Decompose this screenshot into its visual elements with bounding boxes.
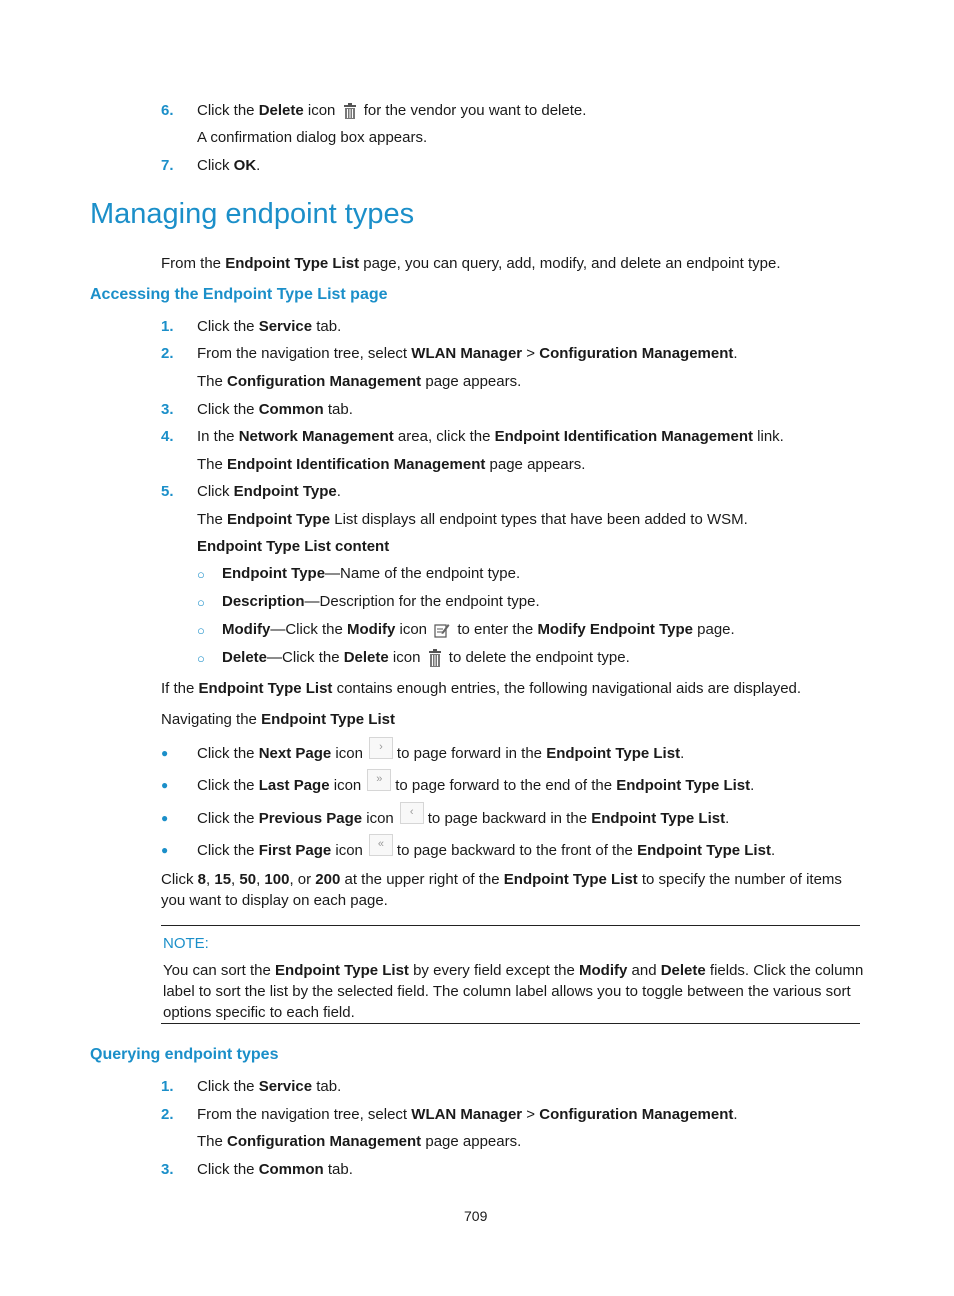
text: by every field except the xyxy=(408,962,580,979)
bold-text: Endpoint Type xyxy=(233,483,337,500)
text: to page forward in the xyxy=(396,744,547,762)
text: to specify the number of items xyxy=(637,871,842,888)
text: Navigating the xyxy=(161,711,262,728)
text: . xyxy=(256,157,261,174)
bold-text: 15 xyxy=(214,871,232,888)
note-line: label to sort the list by the selected field. The column label allows you to toggle between the various sort xyxy=(163,983,851,1000)
circle-bullet-icon: ○ xyxy=(197,567,205,582)
page-number: 709 xyxy=(464,1208,488,1224)
text: to page forward to the end of the xyxy=(395,776,617,794)
bold-text: Modify xyxy=(579,962,628,979)
text: icon xyxy=(303,102,336,119)
text: , xyxy=(256,871,265,888)
bold-text: Endpoint Type List xyxy=(261,711,395,728)
text: The xyxy=(197,511,228,528)
text: > xyxy=(522,1106,540,1123)
circle-bullet-icon: ○ xyxy=(197,623,205,638)
step-text xyxy=(197,1078,341,1095)
text: page appears. xyxy=(485,456,586,473)
text: . xyxy=(725,809,730,827)
text: Click xyxy=(161,871,198,888)
step-number: 1. xyxy=(161,1078,174,1095)
nav-intro xyxy=(161,680,801,697)
bold-text: Endpoint Identification Management xyxy=(494,428,753,445)
note-line: options specific to each field. xyxy=(163,1004,355,1021)
section-heading: Accessing the Endpoint Type List page xyxy=(90,286,388,303)
step-text xyxy=(197,483,341,500)
text: page. xyxy=(692,621,735,638)
bold-text: WLAN Manager xyxy=(411,1106,523,1123)
text: . xyxy=(336,483,341,500)
next-page-icon: › xyxy=(369,737,393,759)
text: and xyxy=(627,962,661,979)
bold-text: Endpoint Type List xyxy=(225,255,360,272)
step-text xyxy=(197,401,353,418)
bold-text: Endpoint Type List xyxy=(616,776,751,794)
text: icon xyxy=(362,809,394,827)
text: fields. Click the column xyxy=(705,962,864,979)
text: Click the xyxy=(197,841,259,859)
text: —Click the xyxy=(270,621,348,638)
text: List displays all endpoint types that have been added to WSM. xyxy=(330,511,748,528)
text: If the xyxy=(161,680,199,697)
circle-bullet-icon: ○ xyxy=(197,595,205,610)
bold-text: First Page xyxy=(258,841,332,859)
list-item xyxy=(222,593,540,610)
text: Click the xyxy=(197,401,259,418)
paragraph-line: you want to display on each page. xyxy=(161,892,388,909)
text: From the navigation tree, select xyxy=(197,345,412,362)
bold-text: 8 xyxy=(197,871,207,888)
text: at the upper right of the xyxy=(340,871,504,888)
step-result xyxy=(197,511,748,528)
text: . xyxy=(680,744,685,762)
bold-text: Next Page xyxy=(258,744,332,762)
step-text xyxy=(197,318,341,335)
step-number: 4. xyxy=(161,428,174,445)
text: tab. xyxy=(323,401,353,418)
text: page, you can query, add, modify, and delete an endpoint type. xyxy=(359,255,781,272)
bold-text: Endpoint Type List xyxy=(275,962,409,979)
step-result xyxy=(197,1133,521,1150)
note-label: NOTE: xyxy=(163,935,209,952)
bold-text: Common xyxy=(258,401,324,418)
text: —Name of the endpoint type. xyxy=(325,565,521,582)
bold-text: Endpoint Type xyxy=(227,511,331,528)
text: , xyxy=(206,871,215,888)
step-number: 1. xyxy=(161,318,174,335)
edit-icon xyxy=(434,622,450,638)
text: The xyxy=(197,373,228,390)
text: area, click the xyxy=(393,428,495,445)
step-number: 6. xyxy=(161,102,174,119)
text: tab. xyxy=(312,1078,342,1095)
step-number: 7. xyxy=(161,157,174,174)
text: —Description for the endpoint type. xyxy=(304,593,540,610)
bold-text: Modify Endpoint Type xyxy=(537,621,693,638)
text: Click the xyxy=(197,1161,259,1178)
bold-text: Delete xyxy=(258,102,304,119)
bold-text: Endpoint Type List xyxy=(198,680,333,697)
step-text xyxy=(197,1106,738,1123)
step-text xyxy=(197,345,738,362)
text: The xyxy=(197,456,228,473)
first-page-icon: « xyxy=(369,834,393,856)
text: icon xyxy=(331,744,363,762)
text: From the xyxy=(161,255,226,272)
divider xyxy=(161,925,860,926)
bold-text: Configuration Management xyxy=(227,1133,422,1150)
step-result: A confirmation dialog box appears. xyxy=(197,129,428,146)
list-item xyxy=(197,808,729,830)
bold-text: Delete xyxy=(343,649,389,666)
bold-text: Endpoint Type xyxy=(222,565,326,582)
bold-text: Service xyxy=(258,318,313,335)
divider xyxy=(161,1023,860,1024)
bold-text: Network Management xyxy=(238,428,394,445)
step-number: 5. xyxy=(161,483,174,500)
bold-text: Endpoint Type List xyxy=(546,744,681,762)
previous-page-icon: ‹ xyxy=(400,802,424,824)
list-item xyxy=(197,775,754,797)
text: for the vendor you want to delete. xyxy=(359,102,587,119)
text: Click the xyxy=(197,318,259,335)
bold-text: Configuration Management xyxy=(227,373,422,390)
bold-text: 50 xyxy=(239,871,257,888)
list-item xyxy=(222,649,630,667)
text: —Click the xyxy=(267,649,344,666)
text: From the navigation tree, select xyxy=(197,1106,412,1123)
bold-text: OK xyxy=(233,157,257,174)
text: Click xyxy=(197,157,234,174)
bold-text: WLAN Manager xyxy=(411,345,523,362)
note-line xyxy=(163,962,863,979)
bold-text: Service xyxy=(258,1078,313,1095)
text: Click the xyxy=(197,809,259,827)
step-number: 2. xyxy=(161,345,174,362)
step-number: 3. xyxy=(161,401,174,418)
last-page-icon: » xyxy=(367,769,391,791)
text: You can sort the xyxy=(163,962,276,979)
bold-text: Previous Page xyxy=(258,809,363,827)
step-text xyxy=(197,157,260,174)
bold-text: Delete xyxy=(222,649,268,666)
text: > xyxy=(522,345,540,362)
step-text xyxy=(197,1161,353,1178)
bold-text: Delete xyxy=(660,962,706,979)
bullet-icon: ● xyxy=(161,843,169,857)
text: , or xyxy=(289,871,316,888)
text: . xyxy=(750,776,755,794)
bullet-icon: ● xyxy=(161,811,169,825)
bold-text: Configuration Management xyxy=(539,1106,734,1123)
bold-text: Configuration Management xyxy=(539,345,734,362)
bold-text: 100 xyxy=(264,871,290,888)
text: The xyxy=(197,1133,228,1150)
step-text xyxy=(197,428,784,445)
list-item xyxy=(222,621,735,638)
text: Click the xyxy=(197,744,259,762)
bold-text: Last Page xyxy=(258,776,330,794)
list-item xyxy=(197,743,684,765)
text: Click the xyxy=(197,1078,259,1095)
step-number: 3. xyxy=(161,1161,174,1178)
bold-text: Modify xyxy=(222,621,271,638)
trash-icon xyxy=(428,649,442,667)
text: icon xyxy=(331,841,363,859)
text: . xyxy=(733,1106,738,1123)
step-number: 2. xyxy=(161,1106,174,1123)
text: icon xyxy=(388,649,421,666)
bullet-icon: ● xyxy=(161,746,169,760)
text: icon xyxy=(329,776,362,794)
text: to enter the xyxy=(453,621,538,638)
bold-text: Endpoint Type List xyxy=(503,871,638,888)
step-result xyxy=(197,373,521,390)
trash-icon xyxy=(343,103,357,119)
content-title: Endpoint Type List content xyxy=(197,538,390,555)
text: to delete the endpoint type. xyxy=(444,649,630,666)
intro-paragraph xyxy=(161,255,780,272)
text: tab. xyxy=(312,318,342,335)
step-result xyxy=(197,456,585,473)
text: link. xyxy=(752,428,784,445)
bold-text: Endpoint Type List xyxy=(637,841,771,859)
text: page appears. xyxy=(421,373,522,390)
bold-text: Description xyxy=(222,593,305,610)
text: tab. xyxy=(323,1161,353,1178)
step-text xyxy=(197,102,586,119)
paragraph-line xyxy=(161,871,842,888)
text: to page backward to the front of the xyxy=(396,841,638,859)
text: page appears. xyxy=(421,1133,522,1150)
nav-title xyxy=(161,711,395,728)
page-title: Managing endpoint types xyxy=(90,198,415,230)
text: In the xyxy=(197,428,239,445)
list-item xyxy=(197,840,775,862)
text: Click the xyxy=(197,776,259,794)
bold-text: Endpoint Identification Management xyxy=(227,456,486,473)
circle-bullet-icon: ○ xyxy=(197,651,205,666)
text: contains enough entries, the following navigational aids are displayed. xyxy=(332,680,802,697)
bullet-icon: ● xyxy=(161,778,169,792)
text: Click the xyxy=(197,102,259,119)
section-heading: Querying endpoint types xyxy=(90,1046,279,1063)
text: to page backward in the xyxy=(427,809,592,827)
bold-text: 200 xyxy=(315,871,341,888)
text: . xyxy=(770,841,776,859)
bold-text: Common xyxy=(258,1161,324,1178)
bold-text: Endpoint Type List xyxy=(591,809,726,827)
text: icon xyxy=(395,621,428,638)
list-item xyxy=(222,565,520,582)
text: , xyxy=(231,871,240,888)
text: . xyxy=(733,345,738,362)
bold-text: Modify xyxy=(347,621,396,638)
text: Click xyxy=(197,483,234,500)
